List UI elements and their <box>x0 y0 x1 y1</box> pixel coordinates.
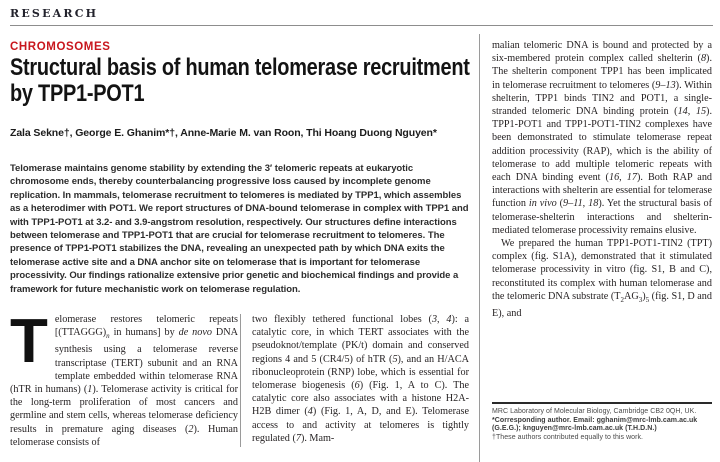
article-category-label: CHROMOSOMES <box>10 41 111 53</box>
header-rule <box>10 25 713 26</box>
affiliation-line: MRC Laboratory of Molecular Biology, Cambridge CB2 0QH, UK. <box>492 408 697 415</box>
body-paragraph-1: elomerase restores telomeric repeats [$(TTAGGG)_n$ in humans] by de novo DNA synthesis using a telomerase reverse transcriptase (TERT) subunit and an RNA template embedded within telomerase RNA (hTR in humans) (1). Telomerase activity is critical for the long-term proliferation of most cancers and germline and stem cells, whereas telomerase deficiency results in premature aging diseases (2). Human telomerase consists of <box>10 314 239 448</box>
body-column-2 <box>252 313 469 448</box>
drop-cap: T <box>10 307 48 376</box>
column-divider-1 <box>240 314 241 447</box>
corresponding-author-line: *Corresponding author. Email: gghanim@mrc-lmb.cam.ac.uk (G.E.G.); knguyen@mrc-lmb.cam.ac.uk (T.H.D.N.) <box>492 416 698 433</box>
abstract-text: Telomerase maintains genome stability by extending the 3′ telomeric repeats at eukaryotic chromosome ends, thereby counterbalancing progressive loss caused by incomplete genome replication. In mammals, telomerase recruitment to telomeres is mediated by TPP1, which assembles as a heterodimer with POT1. We report structures of DNA-bound telomerase in complex with TPP1 and with TPP1-POT1 at 3.2- and 3.9-angstrom resolution, respectively. Our structures define interactions between telomerase and TPP1-POT1 that are crucial for telomerase recruitment to telomeres. The presence of TPP1-POT1 stabilizes the DNA, revealing an unexpected path by which DNA exits the telomerase active site and a DNA anchor site on telomerase that is important for telomerase processivity. Our findings rationalize extensive prior genetic and biochemical findings and provide a framework for future mechanistic work on telomerase regulation. <box>10 163 469 295</box>
footnote-rule <box>492 402 712 404</box>
body-column-3 <box>492 39 712 351</box>
column-divider-2 <box>479 34 480 462</box>
footnote-block <box>492 408 713 442</box>
body-column-1 <box>10 307 239 448</box>
body-paragraph-2: We prepared the human TPP1-POT1-TIN2 (TPT) complex (fig. S1A), demonstrated that it stimulated telomerase processivity in vitro (fig. S1, B and C), reconstituted its complex with human telomerase and the telomeric DNA substrate $(T_2AG_3)_5$ (fig. S1, D and E), and <box>492 238 712 320</box>
article-title-line-2: by TPP1-POT1 <box>10 80 145 107</box>
article-title-line-1: Structural basis of human telomerase recruitment <box>10 54 470 81</box>
body-paragraph-1-end: malian telomeric DNA is bound and protected by a six-membered protein complex called shelterin (8). The shelterin component TPP1 has been implicated in telomerase recruitment to telomeres (9–13). Within shelterin, TPP1 binds TIN2 and POT1, a single-stranded telomeric DNA binding protein (14, 15). TPP1-POT1 and TPP1-POT1-TIN2 complexes have been demonstrated to stimulate telomerase repeat addition processivity (RAP), which is the ability of telomerase to add multiple telomeric repeats with each DNA binding event (16, 17). Both RAP and interactions with shelterin are essential for telomerase function in vivo (9–11, 18). Yet the structural basis of telomerase-shelterin interactions and shelterin-mediated telomerase processivity remains elusive. <box>492 40 713 236</box>
body-paragraph-1-continued: two flexibly tethered functional lobes (3, 4): a catalytic core, in which TERT associates with the pseudoknot/template (PK/t) domain and conserved regions 4 and 5 (CR4/5) of hTR (5), and an H/ACA ribonucleoprotein (RNP) lobe, which is essential for telomerase biogenesis (6) (Fig. 1, A to C). The catalytic core also associates with a histone H2A-H2B dimer (4) (Fig. 1, A, D, and E). Telomerase access to and activity at telomeres is tightly regulated (7). Mam- <box>252 314 470 444</box>
authors-line: Zala Sekne†, George E. Ghanim*†, Anne-Marie M. van Roon, Thi Hoang Duong Nguyen* <box>10 127 437 139</box>
article-title <box>10 55 470 107</box>
journal-section-kicker: RESEARCH <box>10 7 99 20</box>
equal-contribution-line: †These authors contributed equally to this work. <box>492 433 644 441</box>
